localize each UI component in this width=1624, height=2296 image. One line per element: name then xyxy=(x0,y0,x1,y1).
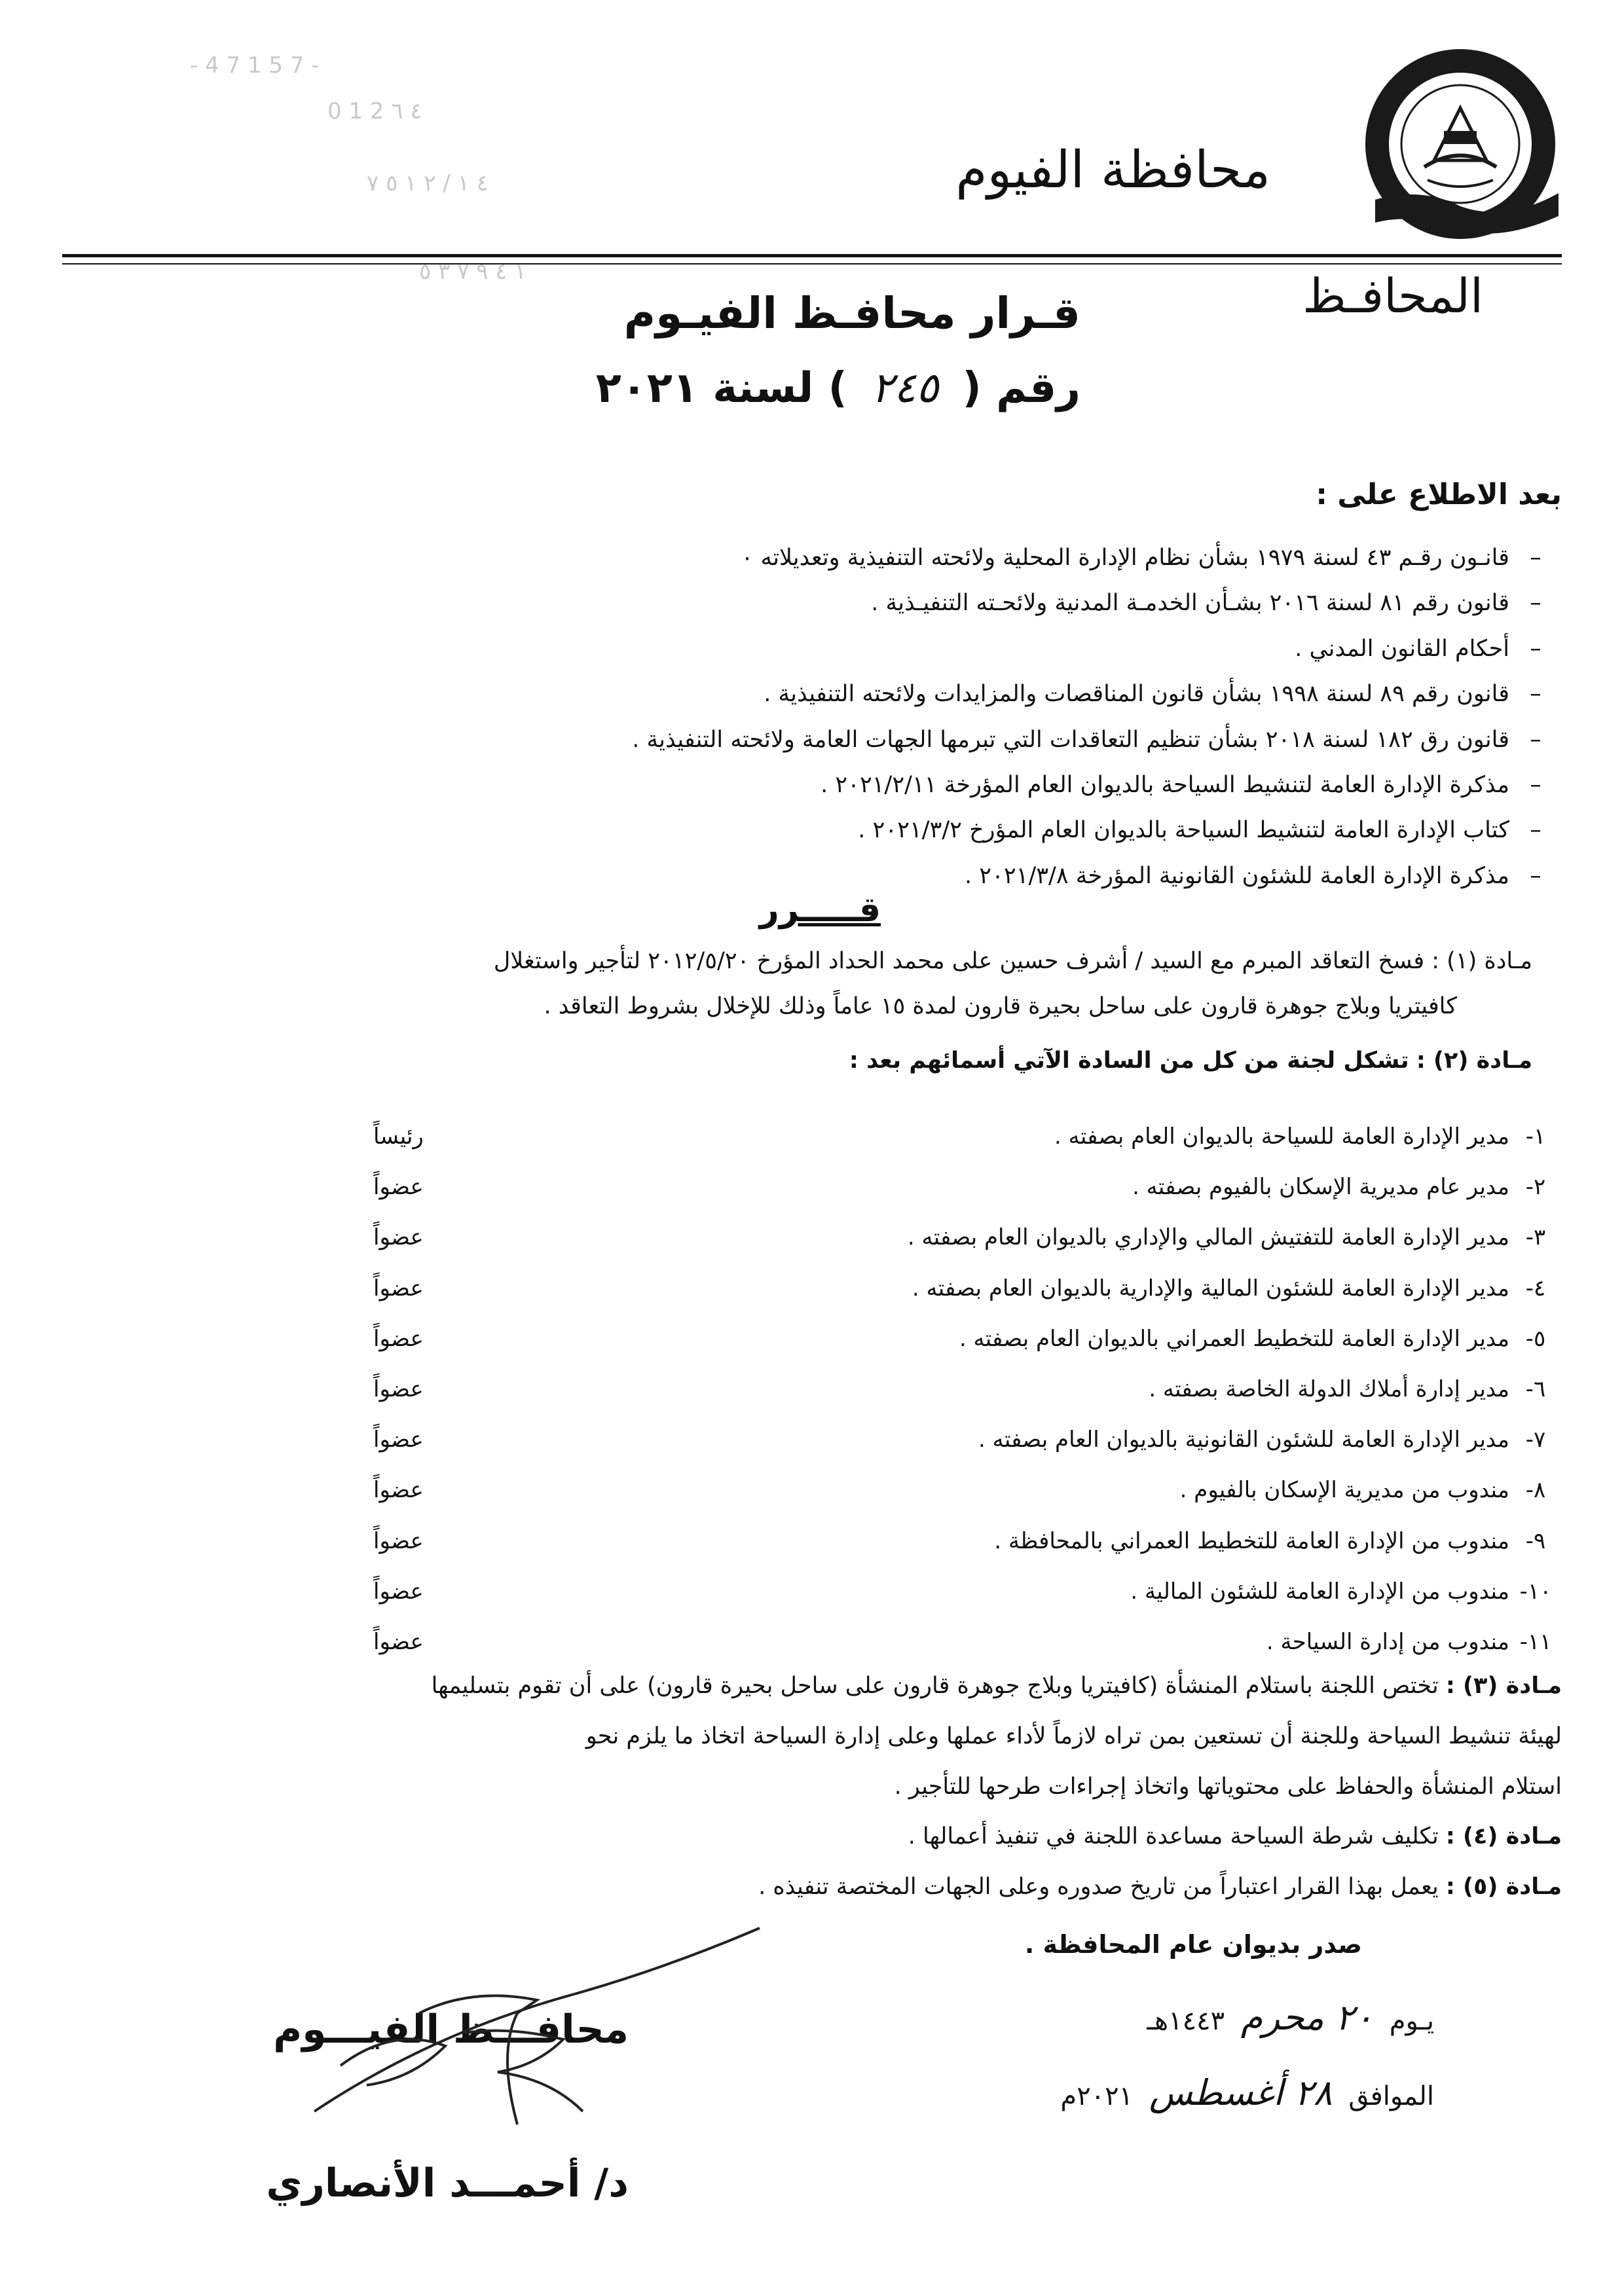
member-role: رئيساً xyxy=(373,1123,424,1150)
article-1-line-1: فسخ التعاقد المبرم مع السيد / أشرف حسين على محمد الحداد المؤرخ ٢٠١٢/٥/٢٠ لتأجير واستغلال xyxy=(493,948,1425,974)
committee-member: ٥-مدير الإدارة العامة للتخطيط العمراني بالديوان العام بصفته . عضواً xyxy=(187,1314,1562,1364)
fayoum-seal-logo xyxy=(1362,46,1565,242)
article-3-line-3: استلام المنشأة والحفاظ على محتوياتها واتخاذ إجراءات طرحها للتأجير . xyxy=(894,1774,1562,1800)
reference-item: –أحكام القانون المدني . xyxy=(1295,635,1541,662)
member-role: عضواً xyxy=(373,1275,424,1302)
member-role: عضواً xyxy=(373,1578,424,1605)
article-4-text: تكليف شرطة السياحة مساعدة اللجنة في تنفيذ أعمالها . xyxy=(908,1823,1439,1850)
reference-item: –قانون رق ١٨٢ لسنة ٢٠١٨ بشأن تنظيم التعاقدات التي تبرمها الجهات العامة ولائحته التنفيذية . xyxy=(632,726,1541,753)
faint-annotation: ٤ ١ / ٢ ١ ٥ ٧ xyxy=(367,170,489,196)
issued-at: صدر بديوان عام المحافظة . xyxy=(1024,1930,1362,1959)
committee-member: ١-مدير الإدارة العامة للسياحة بالديوان العام بصفته . رئيساً xyxy=(187,1112,1562,1162)
member-role: عضواً xyxy=(373,1629,424,1656)
gregorian-date xyxy=(1060,2072,1434,2113)
reference-item: –مذكرة الإدارة العامة لتنشيط السياحة بالديوان العام المؤرخة ٢٠٢١/٢/١١ . xyxy=(821,772,1541,799)
faint-annotation: 0 1 2 ٤ ٦ xyxy=(327,98,422,124)
committee-member: ٨-مندوب من مديرية الإسكان بالفيوم . عضواً xyxy=(187,1465,1562,1516)
article-5-label: مـادة (٥) : xyxy=(1445,1874,1562,1900)
decision-title: قـرار محافـظ الفيـوم xyxy=(623,288,1080,338)
decides-heading: قـــــرر xyxy=(759,890,881,930)
governor-title: المحافـظ xyxy=(1302,268,1483,323)
reference-item: –قانـون رقـم ٤٣ لسنة ١٩٧٩ بشأن نظام الإدارة المحلية ولائحته التنفيذية وتعديلاته ٠ xyxy=(741,545,1541,571)
committee-member: ١٠-مندوب من الإدارة العامة للشئون المالية . عضواً xyxy=(187,1567,1562,1617)
member-role: عضواً xyxy=(373,1325,424,1352)
article-3-line-1: تختص اللجنة باستلام المنشأة (كافيتريا وبلاج جوهرة قارون على ساحل بحيرة قارون) على أن تقوم بتسليمها xyxy=(431,1673,1439,1699)
article-5 xyxy=(758,1874,1562,1900)
committee-member: ٢-مدير عام مديرية الإسكان بالفيوم بصفته . عضواً xyxy=(187,1162,1562,1212)
member-role: عضواً xyxy=(373,1224,424,1251)
greg-handwritten: ٢٨ أغسطس xyxy=(1149,2072,1333,2113)
article-1-label: مـادة (١) : xyxy=(1431,948,1532,974)
committee-member: ٩-مندوب من الإدارة العامة للتخطيط العمراني بالمحافظة . عضواً xyxy=(187,1516,1562,1567)
hijri-handwritten: ٢٠ محرم xyxy=(1240,1997,1373,2038)
header-rule-thin xyxy=(62,263,1562,264)
faint-annotation: - 4 7 1 5 7 - xyxy=(190,52,320,79)
decision-number-suffix: ) لسنة ٢٠٢١ xyxy=(595,364,847,412)
reference-item: –قانون رقم ٨١ لسنة ٢٠١٦ بشـأن الخدمـة المدنية ولائحـته التنفيـذية . xyxy=(871,590,1541,617)
member-role: عضواً xyxy=(373,1174,424,1201)
committee-member: ٦-مدير إدارة أملاك الدولة الخاصة بصفته . عضواً xyxy=(187,1364,1562,1415)
article-5-text: يعمل بهذا القرار اعتباراً من تاريخ صدوره وعلى الجهات المختصة تنفيذه . xyxy=(758,1874,1439,1900)
governorate-name: محافظة الفيوم xyxy=(955,141,1270,200)
member-role: عضواً xyxy=(373,1527,424,1554)
signer-name: د/ أحمـــد الأنصاري xyxy=(266,2160,629,2206)
article-3-label: مـادة (٣) : xyxy=(1445,1673,1562,1699)
decision-number-handwritten: ٢٤٥ xyxy=(871,364,939,412)
article-2-label: مـادة (٢) : xyxy=(1416,1048,1532,1074)
article-4 xyxy=(908,1823,1562,1850)
article-4-label: مـادة (٤) : xyxy=(1445,1823,1562,1850)
greg-year: ٢٠٢١م xyxy=(1060,2081,1134,2111)
committee-list xyxy=(187,1112,1562,1667)
member-role: عضواً xyxy=(373,1427,424,1453)
committee-member: ٣-مدير الإدارة العامة للتفتيش المالي والإداري بالديوان العام بصفته . عضواً xyxy=(187,1212,1562,1263)
article-2-text: تشكل لجنة من كل من السادة الآتي أسمائهم بعد : xyxy=(849,1048,1409,1074)
decision-number xyxy=(596,364,1080,412)
committee-member: ٧-مدير الإدارة العامة للشئون القانونية بالديوان العام بصفته . عضواً xyxy=(187,1415,1562,1465)
greg-prefix: الموافق xyxy=(1348,2081,1434,2111)
handwritten-signature xyxy=(301,1915,773,2138)
article-3-line-2: لهيئة تنشيط السياحة وللجنة أن تستعين بمن تراه لازماً لأداء عملها وعلى إدارة السياحة اتخاذ ما يلزم نحو xyxy=(585,1723,1562,1749)
hijri-prefix: يـوم xyxy=(1389,2006,1434,2036)
member-role: عضواً xyxy=(373,1477,424,1504)
reference-item: –كتاب الإدارة العامة لتنشيط السياحة بالديوان العام المؤرخ ٢٠٢١/٣/٢ . xyxy=(858,817,1541,844)
faint-annotation: ١ ٤ ٩ ٧ ٣ ٥ xyxy=(419,259,526,285)
reference-item: –مذكرة الإدارة العامة للشئون القانونية المؤرخة ٢٠٢١/٣/٨ . xyxy=(965,862,1541,889)
hijri-year: ١٤٤٣هـ xyxy=(1147,2006,1225,2036)
article-1-line-2: كافيتريا وبلاج جوهرة قارون على ساحل بحيرة قارون لمدة ١٥ عاماً وذلك للإخلال بشروط التعاقد . xyxy=(544,993,1457,1019)
hijri-date xyxy=(1147,1997,1434,2038)
member-role: عضواً xyxy=(373,1376,424,1403)
decision-number-prefix: رقم ( xyxy=(962,364,1080,412)
article-2 xyxy=(849,1048,1532,1074)
header-rule xyxy=(62,254,1562,257)
committee-member: ١١-مندوب من إدارة السياحة . عضواً xyxy=(187,1617,1562,1667)
article-3 xyxy=(432,1673,1562,1699)
article-1 xyxy=(494,948,1532,974)
references-list xyxy=(121,536,1562,899)
reference-item: –قانون رقم ٨٩ لسنة ١٩٩٨ بشأن قانون المناقصات والمزايدات ولائحته التنفيذية . xyxy=(764,681,1541,708)
signature-title: محافـــظ الفيـــوم xyxy=(273,2007,629,2052)
committee-member: ٤-مدير الإدارة العامة للشئون المالية والإدارية بالديوان العام بصفته . عضواً xyxy=(187,1264,1562,1314)
references-heading: بعد الاطلاع على : xyxy=(1316,478,1562,511)
